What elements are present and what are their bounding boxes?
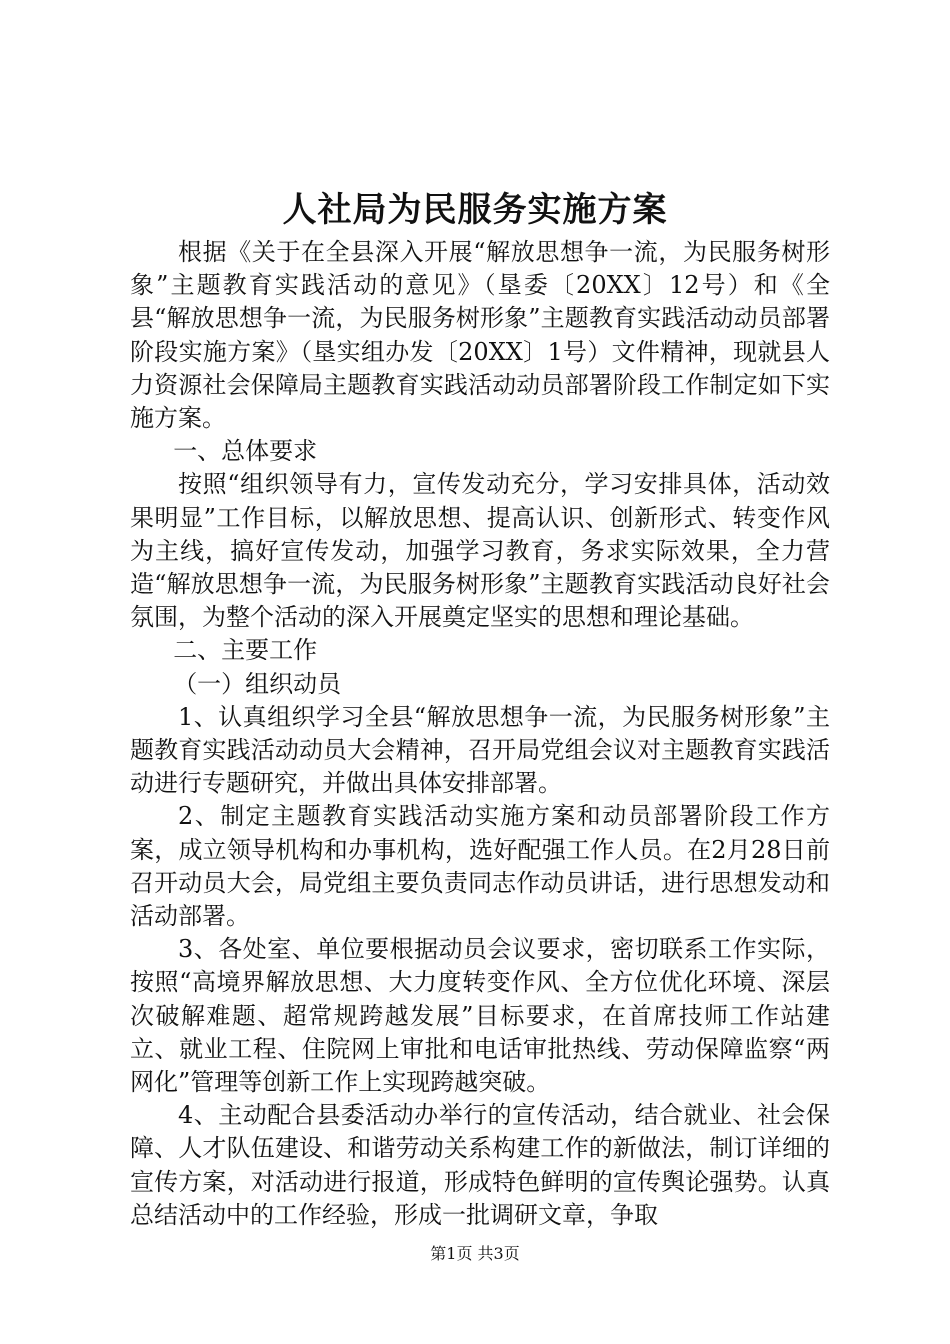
- paragraph-overall-requirements: 按照“组织领导有力，宣传发动充分，学习安排具体，活动效果明显”工作目标，以解放思想、提高认识、创新形式、转变作风为主线，搞好宣传发动，加强学习教育，务求实际效果，全力营造“解放思想争一流，为民服务树形象”主题教育实践活动良好社会氛围，为整个活动的深入开展奠定坚实的思想和理论基础。: [130, 470, 830, 632]
- paragraph-item-2: 2、制定主题教育实践活动实施方案和动员部署阶段工作方案，成立领导机构和办事机构，选好配强工作人员。在2月28日前召开动员大会，局党组主要负责同志作动员讲话，进行思想发动和活动部署。: [130, 802, 830, 931]
- section-heading-overall-requirements: 一、总体要求: [173, 437, 318, 466]
- paragraph-item-3: 3、各处室、单位要根据动员会议要求，密切联系工作实际，按照“高境界解放思想、大力度转变作风、全方位优化环境、深层次破解难题、超常规跨越发展”目标要求，在首席技师工作站建立、就业工程、住院网上审批和电话审批热线、劳动保障监察“两网化”管理等创新工作上实现跨越突破。: [130, 935, 830, 1097]
- document-title: 人社局为民服务实施方案: [282, 190, 668, 230]
- paragraph-item-4: 4、主动配合县委活动办举行的宣传活动，结合就业、社会保障、人才队伍建设、和谐劳动关系构建工作的新做法，制订详细的宣传方案，对活动进行报道，形成特色鲜明的宣传舆论强势。认真总结活动中的工作经验，形成一批调研文章，争取: [130, 1101, 830, 1229]
- paragraph-intro: 根据《关于在全县深入开展“解放思想争一流，为民服务树形象”主题教育实践活动的意见》（垦委〔20XX〕12号）和《全县“解放思想争一流，为民服务树形象”主题教育实践活动动员部署阶段实施方案》（垦实组办发〔20XX〕1号）文件精神，现就县人力资源社会保障局主题教育实践活动动员部署阶段工作制定如下实施方案。: [130, 238, 830, 433]
- subsection-heading-mobilization: （一）组织动员: [173, 669, 342, 698]
- document-body: [130, 236, 830, 1232]
- section-heading-main-work: 二、主要工作: [173, 636, 318, 665]
- page-number-footer: 第1页 共3页: [430, 1244, 520, 1263]
- paragraph-item-1: 1、认真组织学习全县“解放思想争一流，为民服务树形象”主题教育实践活动动员大会精神，召开局党组会议对主题教育实践活动进行专题研究，并做出具体安排部署。: [130, 702, 830, 798]
